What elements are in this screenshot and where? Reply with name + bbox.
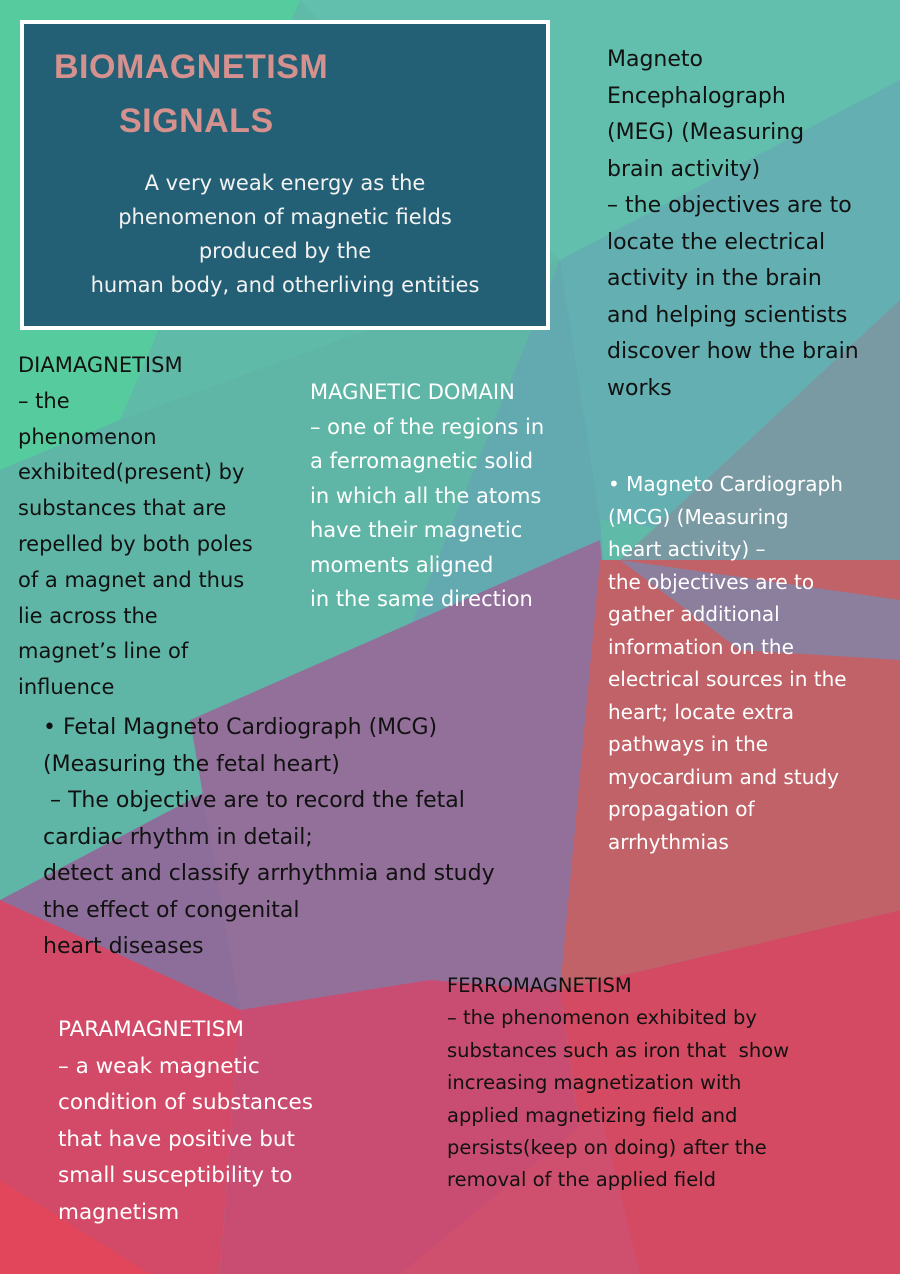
magnetic-domain-line: in which all the atoms bbox=[310, 483, 542, 508]
meg-line: Magneto bbox=[607, 47, 703, 72]
magnetic-domain-line: moments aligned bbox=[310, 552, 494, 577]
paramagnetism-section bbox=[58, 1012, 313, 1232]
mcg-line: information on the bbox=[608, 634, 794, 659]
fetal-mcg-section bbox=[43, 710, 495, 966]
meg-line: and helping scientists bbox=[607, 302, 848, 328]
mcg-line: pathways in the bbox=[608, 732, 769, 756]
mcg-line: gather additional bbox=[608, 602, 780, 626]
ferromagnetism-line: substances such as iron that show bbox=[447, 1038, 790, 1062]
meg-line: works bbox=[607, 375, 672, 401]
mcg-line: heart activity) – bbox=[608, 537, 766, 561]
mcg-line: (MCG) (Measuring bbox=[608, 504, 789, 529]
fetal-mcg-line: the effect of congenital bbox=[43, 897, 300, 923]
subtitle-line: human body, and otherliving entities bbox=[90, 273, 480, 297]
subtitle bbox=[24, 166, 546, 302]
magnetic-domain-line: have their magnetic bbox=[310, 518, 523, 542]
diamagnetism-line: magnet’s line of bbox=[18, 639, 189, 664]
meg-section bbox=[607, 42, 859, 407]
paramagnetism-heading: PARAMAGNETISM bbox=[58, 1017, 244, 1042]
meg-line: discover how the brain bbox=[607, 339, 859, 364]
diamagnetism-line: phenomenon bbox=[18, 424, 157, 449]
diamagnetism-heading: DIAMAGNETISM bbox=[18, 353, 183, 377]
subtitle-line: produced by the bbox=[198, 239, 372, 263]
fetal-mcg-line: (Measuring the fetal heart) bbox=[43, 751, 340, 777]
title-box bbox=[20, 20, 550, 330]
diamagnetism-line: influence bbox=[18, 675, 115, 700]
fetal-mcg-line: heart diseases bbox=[43, 934, 204, 959]
magnetic-domain-line: in the same direction bbox=[310, 587, 533, 611]
title-line-1: BIOMAGNETISM bbox=[54, 48, 329, 86]
diamagnetism-line: lie across the bbox=[18, 603, 158, 628]
fetal-mcg-heading: • Fetal Magneto Cardiograph (MCG) bbox=[43, 715, 438, 740]
mcg-section bbox=[608, 468, 847, 858]
ferromagnetism-line: increasing magnetization with bbox=[447, 1071, 742, 1095]
paramagnetism-line: small susceptibility to bbox=[58, 1163, 293, 1189]
fetal-mcg-line: – The objective are to record the fetal bbox=[43, 788, 465, 813]
meg-line: locate the electrical bbox=[607, 229, 826, 255]
paramagnetism-line: that have positive but bbox=[58, 1126, 295, 1152]
ferromagnetism-line: persists(keep on doing) after the bbox=[447, 1136, 767, 1160]
mcg-line: propagation of bbox=[608, 797, 755, 821]
mcg-heading: • Magneto Cardiograph bbox=[608, 472, 843, 496]
ferromagnetism-heading: FERROMAGNETISM bbox=[447, 974, 632, 997]
subtitle-line: A very weak energy as the bbox=[144, 171, 426, 195]
mcg-line: the objectives are to bbox=[608, 569, 815, 594]
ferromagnetism-line: applied magnetizing field and bbox=[447, 1103, 738, 1127]
mcg-line: arrhythmias bbox=[608, 829, 729, 854]
diamagnetism-line: exhibited(present) by bbox=[18, 460, 245, 485]
diamagnetism-line: substances that are bbox=[18, 496, 227, 521]
ferromagnetism-line: removal of the applied field bbox=[447, 1168, 717, 1192]
magnetic-domain-section bbox=[310, 375, 544, 617]
ferromagnetism-line: – the phenomenon exhibited by bbox=[447, 1006, 757, 1030]
diamagnetism-line: of a magnet and thus bbox=[18, 567, 245, 592]
fetal-mcg-line: cardiac rhythm in detail; bbox=[43, 824, 313, 850]
magnetic-domain-line: a ferromagnetic solid bbox=[310, 449, 534, 473]
fetal-mcg-line: detect and classify arrhythmia and study bbox=[43, 861, 495, 886]
magnetic-domain-heading: MAGNETIC DOMAIN bbox=[310, 380, 515, 404]
paramagnetism-line: condition of substances bbox=[58, 1090, 313, 1116]
meg-line: activity in the brain bbox=[607, 266, 822, 291]
paramagnetism-line: – a weak magnetic bbox=[58, 1053, 260, 1079]
diamagnetism-line: – the bbox=[18, 388, 70, 413]
diamagnetism-line: repelled by both poles bbox=[18, 531, 253, 556]
meg-line: brain activity) bbox=[607, 156, 761, 182]
mcg-line: heart; locate extra bbox=[608, 699, 795, 724]
paramagnetism-line: magnetism bbox=[58, 1199, 180, 1225]
subtitle-line: phenomenon of magnetic fields bbox=[118, 205, 452, 229]
meg-line: (MEG) (Measuring bbox=[607, 120, 805, 145]
magnetic-domain-line: – one of the regions in bbox=[310, 414, 545, 439]
title-line-2: SIGNALS bbox=[119, 102, 274, 140]
diamagnetism-section bbox=[18, 348, 253, 706]
meg-line: – the objectives are to bbox=[607, 193, 852, 218]
ferromagnetism-section bbox=[447, 970, 789, 1197]
meg-line: Encephalograph bbox=[607, 83, 786, 109]
mcg-line: myocardium and study bbox=[608, 764, 839, 789]
mcg-line: electrical sources in the bbox=[608, 667, 847, 691]
